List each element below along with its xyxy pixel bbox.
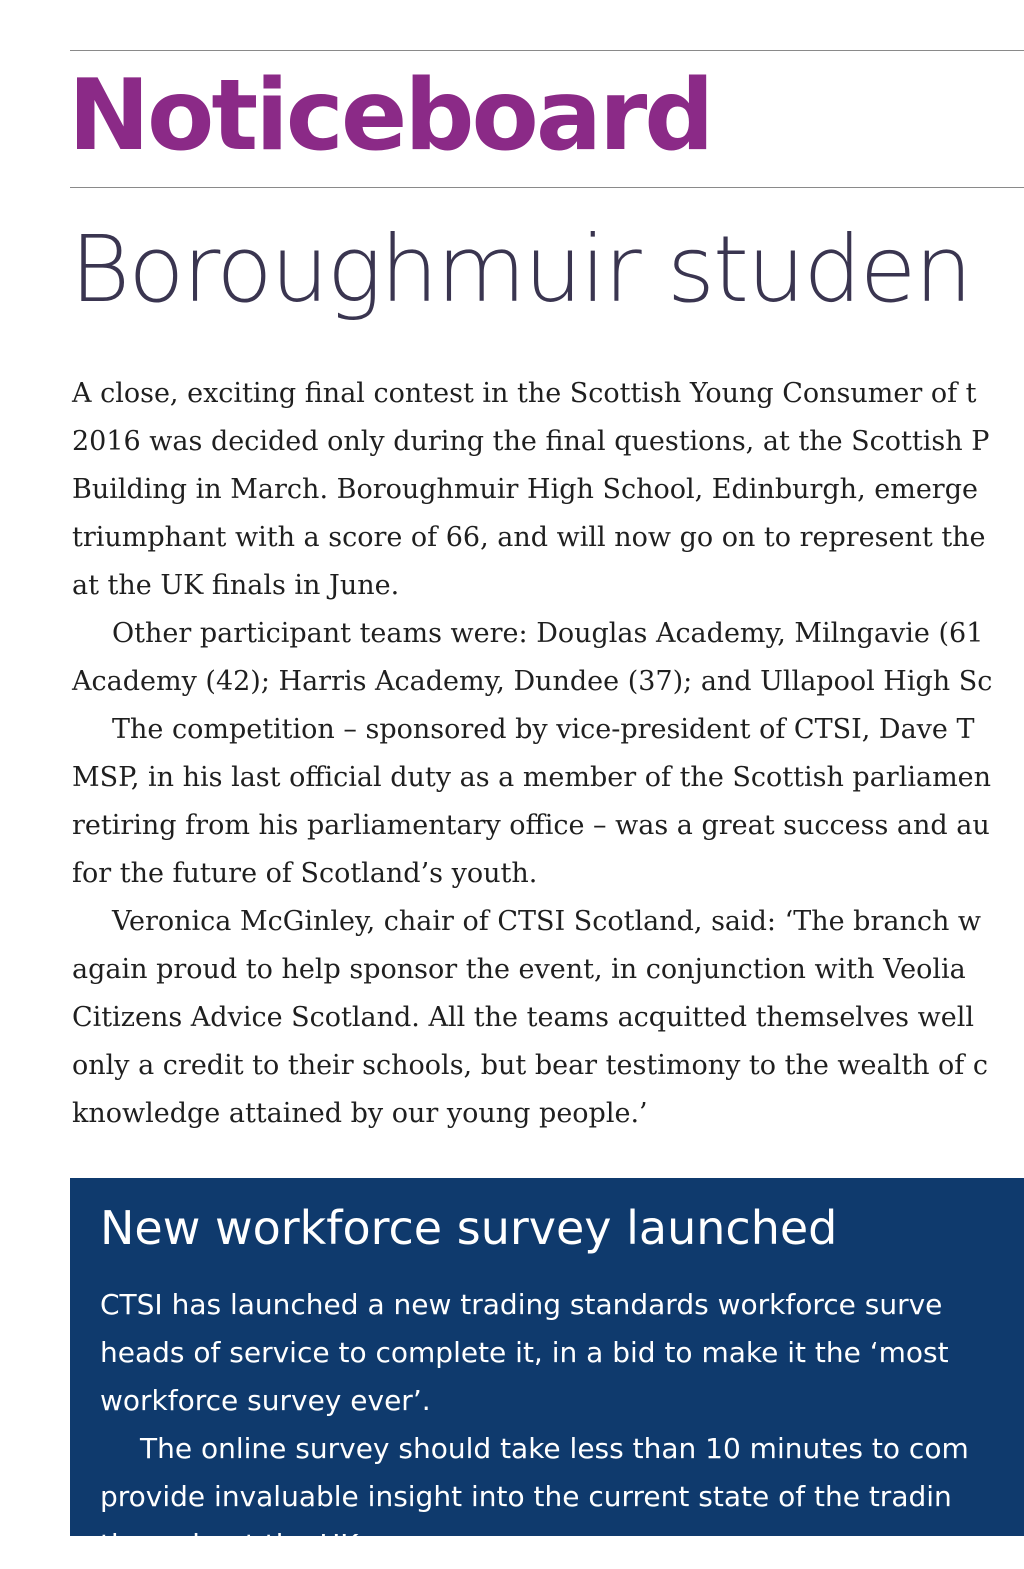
panel-line: workforce survey ever’. xyxy=(100,1384,431,1417)
article-line: triumphant with a score of 66, and will now go on to represent the xyxy=(72,522,986,553)
article-line: The competition – sponsored by vice-president of CTSI, Dave T xyxy=(112,714,975,745)
article-line: only a credit to their schools, but bear testimony to the wealth of c xyxy=(72,1050,989,1081)
top-divider xyxy=(70,50,1024,51)
article-line: Other participant teams were: Douglas Academy, Milngavie (61 xyxy=(112,618,984,649)
title-divider xyxy=(70,187,1024,188)
article-line: Building in March. Boroughmuir High School, Edinburgh, emerge xyxy=(72,474,978,505)
article-line: for the future of Scotland’s youth. xyxy=(72,858,538,889)
panel-line: CTSI has launched a new trading standards workforce surve xyxy=(100,1288,943,1321)
article-line: Citizens Advice Scotland. All the teams acquitted themselves well xyxy=(72,1002,974,1033)
article-line: again proud to help sponsor the event, in conjunction with Veolia xyxy=(72,954,966,985)
article-line: knowledge attained by our young people.’ xyxy=(72,1098,648,1129)
article-line: A close, exciting final contest in the Scottish Young Consumer of t xyxy=(72,378,977,409)
article-headline: Boroughmuir studen xyxy=(70,216,971,323)
article-body xyxy=(72,370,992,1138)
article-line: MSP, in his last official duty as a member of the Scottish parliamen xyxy=(72,762,992,793)
section-title: Noticeboard xyxy=(68,59,712,173)
survey-panel xyxy=(70,1178,1024,1561)
panel-body xyxy=(100,1281,969,1569)
panel-line: throughout the UK xyxy=(100,1528,359,1561)
article-line: Academy (42); Harris Academy, Dundee (37); and Ullapool High Sc xyxy=(72,666,993,697)
panel-line: provide invaluable insight into the current state of the tradin xyxy=(100,1480,952,1513)
article-line: 2016 was decided only during the final questions, at the Scottish P xyxy=(72,426,990,457)
panel-title: New workforce survey launched xyxy=(100,1201,838,1255)
panel-line: The online survey should take less than 10 minutes to com xyxy=(140,1432,969,1465)
article-line: at the UK finals in June. xyxy=(72,570,400,601)
article-line: Veronica McGinley, chair of CTSI Scotland, said: ‘The branch w xyxy=(112,906,982,937)
panel-line: heads of service to complete it, in a bid to make it the ‘most xyxy=(100,1336,949,1369)
article-line: retiring from his parliamentary office – was a great success and au xyxy=(72,810,990,841)
